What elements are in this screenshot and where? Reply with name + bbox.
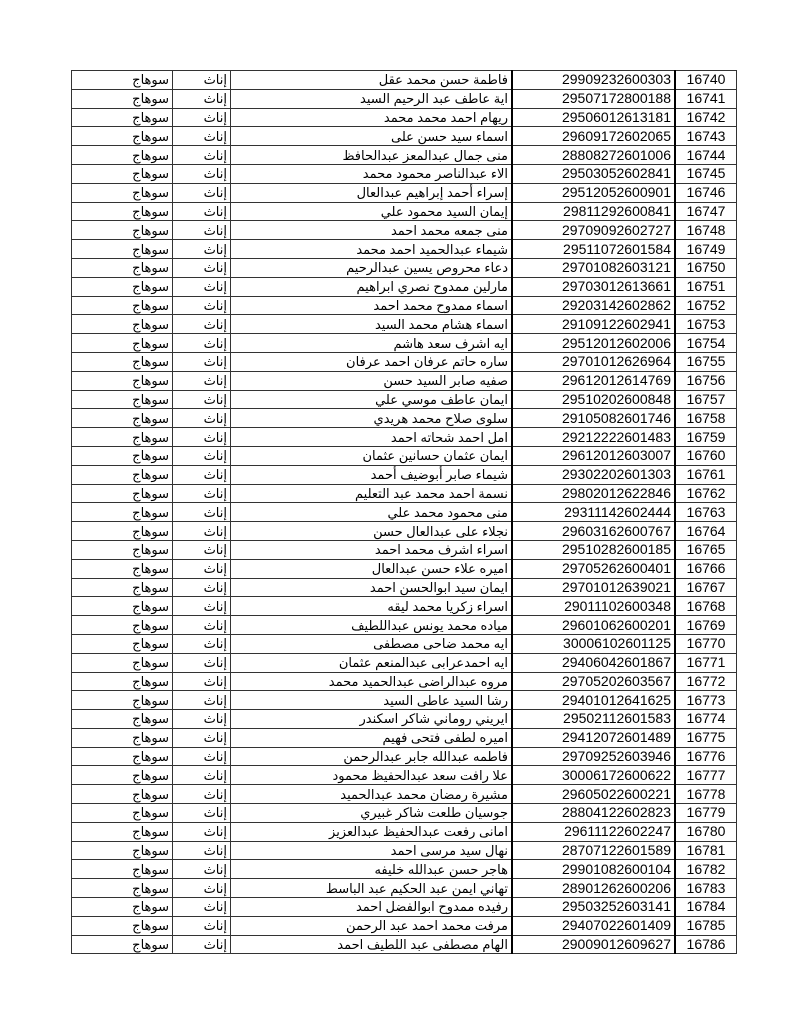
gender-cell: إناث [173, 522, 231, 541]
name-cell: ايه اشرف سعد هاشم [231, 334, 513, 353]
serial-number-cell: 16762 [675, 484, 737, 503]
table-row [72, 465, 737, 484]
national-id-cell: 29709252603946 [512, 747, 675, 766]
gender-cell: إناث [173, 616, 231, 635]
name-cell: ايه احمدعرابى عبدالمنعم عثمان [231, 653, 513, 672]
governorate-cell: سوهاج [72, 597, 173, 616]
gender-cell: إناث [173, 898, 231, 917]
table-row [72, 390, 737, 409]
governorate-cell: سوهاج [72, 221, 173, 240]
name-cell: مشيرة رمضان محمد عبدالحميد [231, 785, 513, 804]
gender-cell: إناث [173, 202, 231, 221]
gender-cell: إناث [173, 258, 231, 277]
national-id-cell: 29510282600185 [512, 540, 675, 559]
gender-cell: إناث [173, 390, 231, 409]
gender-cell: إناث [173, 465, 231, 484]
national-id-cell: 28707122601589 [512, 841, 675, 860]
national-id-cell: 29109122602941 [512, 315, 675, 334]
table-row [72, 315, 737, 334]
gender-cell: إناث [173, 653, 231, 672]
table-row [72, 183, 737, 202]
table-row [72, 540, 737, 559]
national-id-cell: 29603162600767 [512, 522, 675, 541]
table-row [72, 578, 737, 597]
gender-cell: إناث [173, 597, 231, 616]
name-cell: مروه عبدالراضى عبدالحميد محمد [231, 672, 513, 691]
gender-cell: إناث [173, 371, 231, 390]
serial-number-cell: 16756 [675, 371, 737, 390]
national-id-cell: 29901082600104 [512, 860, 675, 879]
serial-number-cell: 16745 [675, 164, 737, 183]
governorate-cell: سوهاج [72, 898, 173, 917]
table-row [72, 559, 737, 578]
gender-cell: إناث [173, 446, 231, 465]
serial-number-cell: 16757 [675, 390, 737, 409]
table-row [72, 258, 737, 277]
table-row [72, 804, 737, 823]
governorate-cell: سوهاج [72, 804, 173, 823]
serial-number-cell: 16743 [675, 127, 737, 146]
gender-cell: إناث [173, 296, 231, 315]
governorate-cell: سوهاج [72, 935, 173, 954]
name-cell: منى جمال عبدالمعز عبدالحافظ [231, 146, 513, 165]
national-id-cell: 29611122602247 [512, 822, 675, 841]
table-row [72, 653, 737, 672]
governorate-cell: سوهاج [72, 484, 173, 503]
governorate-cell: سوهاج [72, 390, 173, 409]
table-row [72, 597, 737, 616]
name-cell: منى محمود محمد علي [231, 503, 513, 522]
governorate-cell: سوهاج [72, 146, 173, 165]
serial-number-cell: 16784 [675, 898, 737, 917]
serial-number-cell: 16748 [675, 221, 737, 240]
serial-number-cell: 16775 [675, 728, 737, 747]
national-id-cell: 29401012641625 [512, 691, 675, 710]
table-row [72, 89, 737, 108]
name-cell: الاء عبدالناصر محمود محمد [231, 164, 513, 183]
table-row [72, 146, 737, 165]
name-cell: الهام مصطفى عبد اللطيف احمد [231, 935, 513, 954]
table-row [72, 409, 737, 428]
serial-number-cell: 16755 [675, 352, 737, 371]
name-cell: ايريني روماني شاكر اسكندر [231, 710, 513, 729]
name-cell: اسراء اشرف محمد احمد [231, 540, 513, 559]
table-row [72, 503, 737, 522]
gender-cell: إناث [173, 540, 231, 559]
table-row [72, 728, 737, 747]
serial-number-cell: 16765 [675, 540, 737, 559]
table-row [72, 710, 737, 729]
national-id-cell: 29612012614769 [512, 371, 675, 390]
table-row [72, 164, 737, 183]
table-row [72, 446, 737, 465]
serial-number-cell: 16752 [675, 296, 737, 315]
serial-number-cell: 16746 [675, 183, 737, 202]
name-cell: مارلين ممدوح نصري ابراهيم [231, 277, 513, 296]
table-row [72, 766, 737, 785]
governorate-cell: سوهاج [72, 653, 173, 672]
governorate-cell: سوهاج [72, 503, 173, 522]
serial-number-cell: 16773 [675, 691, 737, 710]
gender-cell: إناث [173, 352, 231, 371]
gender-cell: إناث [173, 108, 231, 127]
national-id-cell: 29802012622846 [512, 484, 675, 503]
serial-number-cell: 16768 [675, 597, 737, 616]
national-id-cell: 30006102601125 [512, 634, 675, 653]
governorate-cell: سوهاج [72, 277, 173, 296]
name-cell: ساره حاتم عرفان احمد عرفان [231, 352, 513, 371]
gender-cell: إناث [173, 240, 231, 259]
table-row [72, 935, 737, 954]
name-cell: شيماء صابر أبوضيف أحمد [231, 465, 513, 484]
governorate-cell: سوهاج [72, 352, 173, 371]
serial-number-cell: 16749 [675, 240, 737, 259]
national-id-cell: 29311142602444 [512, 503, 675, 522]
serial-number-cell: 16750 [675, 258, 737, 277]
table-row [72, 127, 737, 146]
name-cell: امل احمد شحاته احمد [231, 428, 513, 447]
national-id-cell: 29203142602862 [512, 296, 675, 315]
serial-number-cell: 16759 [675, 428, 737, 447]
table-row [72, 916, 737, 935]
gender-cell: إناث [173, 728, 231, 747]
governorate-cell: سوهاج [72, 860, 173, 879]
serial-number-cell: 16774 [675, 710, 737, 729]
table-row [72, 240, 737, 259]
gender-cell: إناث [173, 559, 231, 578]
governorate-cell: سوهاج [72, 616, 173, 635]
table-row [72, 71, 737, 90]
national-id-cell: 30006172600622 [512, 766, 675, 785]
national-id-cell: 29302202601303 [512, 465, 675, 484]
serial-number-cell: 16780 [675, 822, 737, 841]
governorate-cell: سوهاج [72, 258, 173, 277]
table-row [72, 634, 737, 653]
name-cell: اميره علاء حسن عبدالعال [231, 559, 513, 578]
governorate-cell: سوهاج [72, 89, 173, 108]
serial-number-cell: 16771 [675, 653, 737, 672]
national-id-cell: 29703012613661 [512, 277, 675, 296]
national-id-cell: 29506012613181 [512, 108, 675, 127]
governorate-cell: سوهاج [72, 634, 173, 653]
name-cell: اية عاطف عبد الرحيم السيد [231, 89, 513, 108]
serial-number-cell: 16781 [675, 841, 737, 860]
serial-number-cell: 16761 [675, 465, 737, 484]
table-row [72, 747, 737, 766]
table-row [72, 428, 737, 447]
governorate-cell: سوهاج [72, 672, 173, 691]
name-cell: اسماء ممدوح محمد احمد [231, 296, 513, 315]
governorate-cell: سوهاج [72, 108, 173, 127]
name-cell: هاجر حسن عبدالله خليفه [231, 860, 513, 879]
records-table-body [72, 71, 737, 954]
name-cell: امانى رفعت عبدالحفيظ عبدالعزيز [231, 822, 513, 841]
gender-cell: إناث [173, 164, 231, 183]
gender-cell: إناث [173, 841, 231, 860]
national-id-cell: 29105082601746 [512, 409, 675, 428]
serial-number-cell: 16758 [675, 409, 737, 428]
national-id-cell: 28804122602823 [512, 804, 675, 823]
governorate-cell: سوهاج [72, 127, 173, 146]
national-id-cell: 29601062600201 [512, 616, 675, 635]
national-id-cell: 28901262600206 [512, 879, 675, 898]
serial-number-cell: 16776 [675, 747, 737, 766]
national-id-cell: 29406042601867 [512, 653, 675, 672]
gender-cell: إناث [173, 672, 231, 691]
governorate-cell: سوهاج [72, 465, 173, 484]
national-id-cell: 29510202600848 [512, 390, 675, 409]
serial-number-cell: 16751 [675, 277, 737, 296]
name-cell: منى جمعه محمد احمد [231, 221, 513, 240]
serial-number-cell: 16772 [675, 672, 737, 691]
governorate-cell: سوهاج [72, 879, 173, 898]
gender-cell: إناث [173, 710, 231, 729]
name-cell: ايمان عثمان حسانين عثمان [231, 446, 513, 465]
national-id-cell: 29512012602006 [512, 334, 675, 353]
name-cell: ايمان عاطف موسي علي [231, 390, 513, 409]
national-id-cell: 29612012603007 [512, 446, 675, 465]
name-cell: فاطمه عبدالله جابر عبدالرحمن [231, 747, 513, 766]
table-row [72, 371, 737, 390]
gender-cell: إناث [173, 785, 231, 804]
serial-number-cell: 16785 [675, 916, 737, 935]
governorate-cell: سوهاج [72, 71, 173, 90]
governorate-cell: سوهاج [72, 202, 173, 221]
name-cell: نهال سيد مرسى احمد [231, 841, 513, 860]
national-id-cell: 29701012639021 [512, 578, 675, 597]
name-cell: اسماء هشام محمد السيد [231, 315, 513, 334]
governorate-cell: سوهاج [72, 296, 173, 315]
name-cell: سلوى صلاح محمد هريدي [231, 409, 513, 428]
name-cell: ايه محمد ضاحى مصطفى [231, 634, 513, 653]
gender-cell: إناث [173, 503, 231, 522]
gender-cell: إناث [173, 634, 231, 653]
national-id-cell: 29709092602727 [512, 221, 675, 240]
governorate-cell: سوهاج [72, 315, 173, 334]
national-id-cell: 29605022600221 [512, 785, 675, 804]
gender-cell: إناث [173, 277, 231, 296]
serial-number-cell: 16766 [675, 559, 737, 578]
table-row [72, 691, 737, 710]
governorate-cell: سوهاج [72, 766, 173, 785]
name-cell: علا رافت سعد عبدالحفيظ محمود [231, 766, 513, 785]
gender-cell: إناث [173, 879, 231, 898]
national-id-cell: 29705202603567 [512, 672, 675, 691]
national-id-cell: 29701082603121 [512, 258, 675, 277]
table-row [72, 352, 737, 371]
gender-cell: إناث [173, 822, 231, 841]
governorate-cell: سوهاج [72, 691, 173, 710]
table-row [72, 202, 737, 221]
serial-number-cell: 16786 [675, 935, 737, 954]
table-row [72, 522, 737, 541]
serial-number-cell: 16764 [675, 522, 737, 541]
serial-number-cell: 16744 [675, 146, 737, 165]
national-id-cell: 29511072601584 [512, 240, 675, 259]
governorate-cell: سوهاج [72, 183, 173, 202]
table-row [72, 860, 737, 879]
table-row [72, 672, 737, 691]
governorate-cell: سوهاج [72, 747, 173, 766]
name-cell: دعاء محروص يسين عبدالرحيم [231, 258, 513, 277]
table-row [72, 296, 737, 315]
governorate-cell: سوهاج [72, 559, 173, 578]
name-cell: اميره لطفى فتحى فهيم [231, 728, 513, 747]
name-cell: ايمان سيد ابوالحسن احمد [231, 578, 513, 597]
gender-cell: إناث [173, 935, 231, 954]
national-id-cell: 29503052602841 [512, 164, 675, 183]
governorate-cell: سوهاج [72, 578, 173, 597]
national-id-cell: 29609172602065 [512, 127, 675, 146]
gender-cell: إناث [173, 766, 231, 785]
national-id-cell: 29009012609627 [512, 935, 675, 954]
national-id-cell: 29909232600303 [512, 71, 675, 90]
table-row [72, 108, 737, 127]
gender-cell: إناث [173, 860, 231, 879]
serial-number-cell: 16782 [675, 860, 737, 879]
name-cell: اسماء سيد حسن على [231, 127, 513, 146]
name-cell: رفيده ممدوح ابوالفضل احمد [231, 898, 513, 917]
governorate-cell: سوهاج [72, 785, 173, 804]
name-cell: تهاني ايمن عبد الحكيم عبد الباسط [231, 879, 513, 898]
table-row [72, 277, 737, 296]
name-cell: مرفت محمد احمد عبد الرحمن [231, 916, 513, 935]
serial-number-cell: 16760 [675, 446, 737, 465]
name-cell: رشا السيد عاطى السيد [231, 691, 513, 710]
serial-number-cell: 16741 [675, 89, 737, 108]
national-id-cell: 29503252603141 [512, 898, 675, 917]
table-row [72, 484, 737, 503]
governorate-cell: سوهاج [72, 522, 173, 541]
table-row [72, 822, 737, 841]
governorate-cell: سوهاج [72, 822, 173, 841]
national-id-cell: 29212222601483 [512, 428, 675, 447]
governorate-cell: سوهاج [72, 164, 173, 183]
governorate-cell: سوهاج [72, 841, 173, 860]
national-id-cell: 29705262600401 [512, 559, 675, 578]
table-row [72, 616, 737, 635]
governorate-cell: سوهاج [72, 409, 173, 428]
national-id-cell: 29011102600348 [512, 597, 675, 616]
table-row [72, 334, 737, 353]
name-cell: فاطمة حسن محمد عقل [231, 71, 513, 90]
national-id-cell: 29512052600901 [512, 183, 675, 202]
name-cell: شيماء عبدالحميد احمد محمد [231, 240, 513, 259]
table-row [72, 221, 737, 240]
national-id-cell: 29507172800188 [512, 89, 675, 108]
table-row [72, 879, 737, 898]
national-id-cell: 29412072601489 [512, 728, 675, 747]
gender-cell: إناث [173, 221, 231, 240]
governorate-cell: سوهاج [72, 428, 173, 447]
gender-cell: إناث [173, 804, 231, 823]
serial-number-cell: 16754 [675, 334, 737, 353]
governorate-cell: سوهاج [72, 728, 173, 747]
records-table [71, 70, 737, 954]
name-cell: ريهام احمد محمد محمد [231, 108, 513, 127]
gender-cell: إناث [173, 183, 231, 202]
national-id-cell: 29502112601583 [512, 710, 675, 729]
gender-cell: إناث [173, 484, 231, 503]
table-row [72, 841, 737, 860]
name-cell: صفيه صابر السيد حسن [231, 371, 513, 390]
serial-number-cell: 16783 [675, 879, 737, 898]
name-cell: نسمة احمد محمد عبد التعليم [231, 484, 513, 503]
serial-number-cell: 16747 [675, 202, 737, 221]
gender-cell: إناث [173, 315, 231, 334]
governorate-cell: سوهاج [72, 710, 173, 729]
name-cell: جوسيان طلعت شاكر غبيري [231, 804, 513, 823]
serial-number-cell: 16778 [675, 785, 737, 804]
serial-number-cell: 16767 [675, 578, 737, 597]
name-cell: نجلاء على عبدالعال حسن [231, 522, 513, 541]
table-row [72, 898, 737, 917]
gender-cell: إناث [173, 428, 231, 447]
governorate-cell: سوهاج [72, 540, 173, 559]
serial-number-cell: 16742 [675, 108, 737, 127]
name-cell: مياده محمد يونس عبداللطيف [231, 616, 513, 635]
serial-number-cell: 16753 [675, 315, 737, 334]
governorate-cell: سوهاج [72, 916, 173, 935]
national-id-cell: 28808272601006 [512, 146, 675, 165]
name-cell: إسراء أحمد إبراهيم عبدالعال [231, 183, 513, 202]
gender-cell: إناث [173, 747, 231, 766]
national-id-cell: 29701012626964 [512, 352, 675, 371]
serial-number-cell: 16769 [675, 616, 737, 635]
serial-number-cell: 16763 [675, 503, 737, 522]
serial-number-cell: 16740 [675, 71, 737, 90]
gender-cell: إناث [173, 146, 231, 165]
name-cell: اسراء زكريا محمد ليقه [231, 597, 513, 616]
governorate-cell: سوهاج [72, 240, 173, 259]
gender-cell: إناث [173, 409, 231, 428]
governorate-cell: سوهاج [72, 334, 173, 353]
national-id-cell: 29811292600841 [512, 202, 675, 221]
gender-cell: إناث [173, 578, 231, 597]
governorate-cell: سوهاج [72, 371, 173, 390]
gender-cell: إناث [173, 916, 231, 935]
gender-cell: إناث [173, 89, 231, 108]
serial-number-cell: 16770 [675, 634, 737, 653]
serial-number-cell: 16777 [675, 766, 737, 785]
serial-number-cell: 16779 [675, 804, 737, 823]
gender-cell: إناث [173, 691, 231, 710]
national-id-cell: 29407022601409 [512, 916, 675, 935]
gender-cell: إناث [173, 71, 231, 90]
gender-cell: إناث [173, 127, 231, 146]
governorate-cell: سوهاج [72, 446, 173, 465]
gender-cell: إناث [173, 334, 231, 353]
table-row [72, 785, 737, 804]
name-cell: إيمان السيد محمود علي [231, 202, 513, 221]
